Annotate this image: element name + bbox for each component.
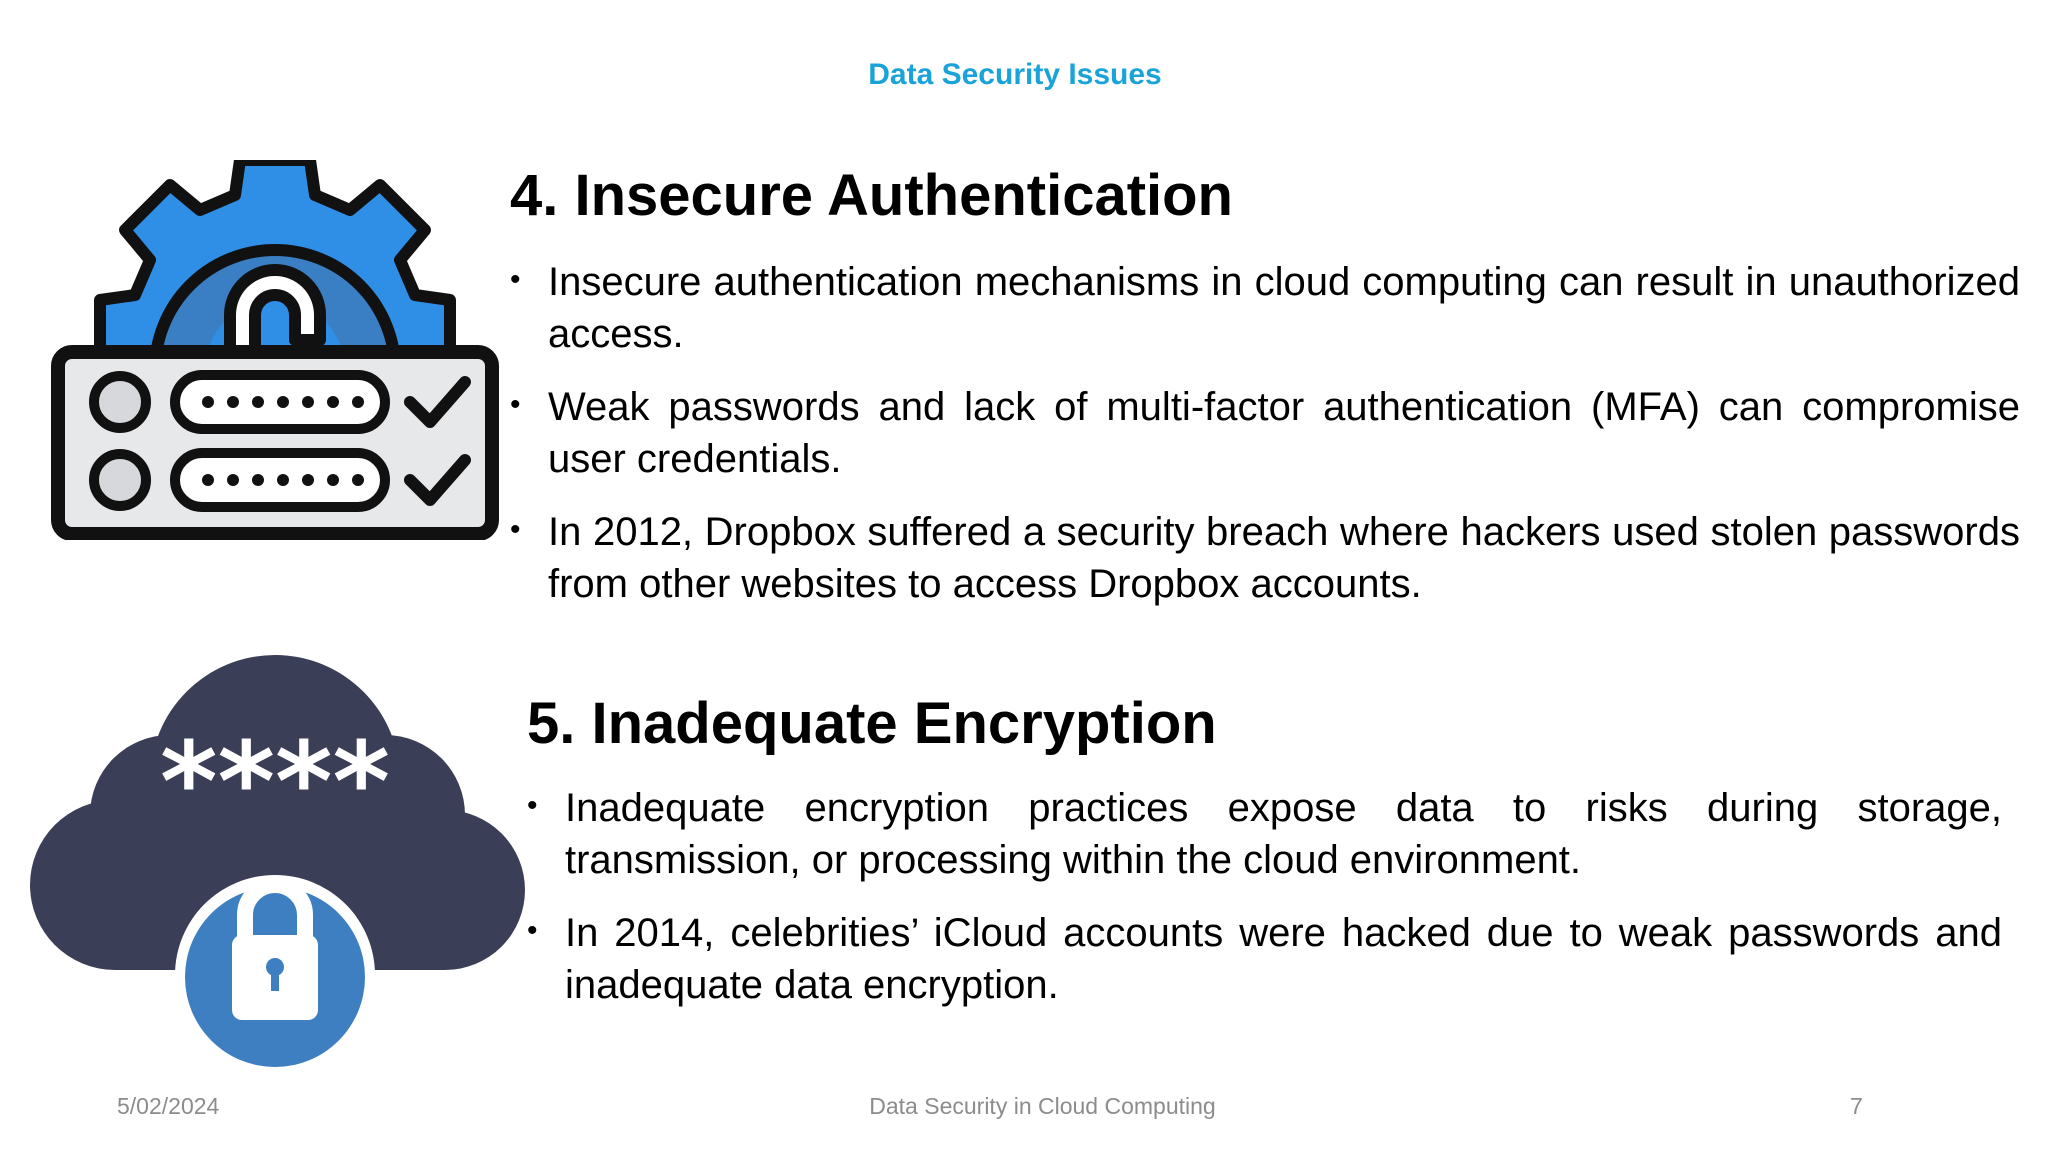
bullet-dot: • bbox=[527, 789, 538, 822]
bullet-dot: • bbox=[527, 914, 538, 947]
cloud-asterisks: **** bbox=[159, 718, 391, 846]
bullet-dot: • bbox=[510, 513, 521, 546]
bullet-item: • Weak passwords and lack of multi-factor authentication (MFA) can compromise user credentials. bbox=[510, 381, 2020, 485]
inadequate-encryption-bullets bbox=[527, 782, 2002, 1032]
section-heading-insecure-authentication: 4. Insecure Authentication bbox=[510, 163, 1233, 228]
insecure-authentication-bullets bbox=[510, 256, 2020, 631]
bullet-dot: • bbox=[510, 263, 521, 296]
cloud-lock-icon bbox=[30, 655, 525, 1075]
bullet-item: • In 2012, Dropbox suffered a security breach where hackers used stolen passwords from other websites to access Dropbox accounts. bbox=[510, 506, 2020, 610]
section-heading-inadequate-encryption: 5. Inadequate Encryption bbox=[527, 691, 1217, 756]
footer-title: Data Security in Cloud Computing bbox=[869, 1093, 1216, 1119]
bullet-item: • Insecure authentication mechanisms in cloud computing can result in unauthorized access. bbox=[510, 256, 2020, 360]
slide-title: Data Security Issues bbox=[868, 58, 1162, 91]
bullet-item: • In 2014, celebrities’ iCloud accounts were hacked due to weak passwords and inadequate data encryption. bbox=[527, 907, 2002, 1011]
bullet-item: • Inadequate encryption practices expose data to risks during storage, transmission, or processing within the cloud environment. bbox=[527, 782, 2002, 886]
footer-date: 5/02/2024 bbox=[117, 1093, 220, 1119]
gear-password-lock-icon bbox=[50, 160, 500, 540]
bullet-dot: • bbox=[510, 388, 521, 421]
footer-page-number: 7 bbox=[1850, 1093, 1863, 1119]
